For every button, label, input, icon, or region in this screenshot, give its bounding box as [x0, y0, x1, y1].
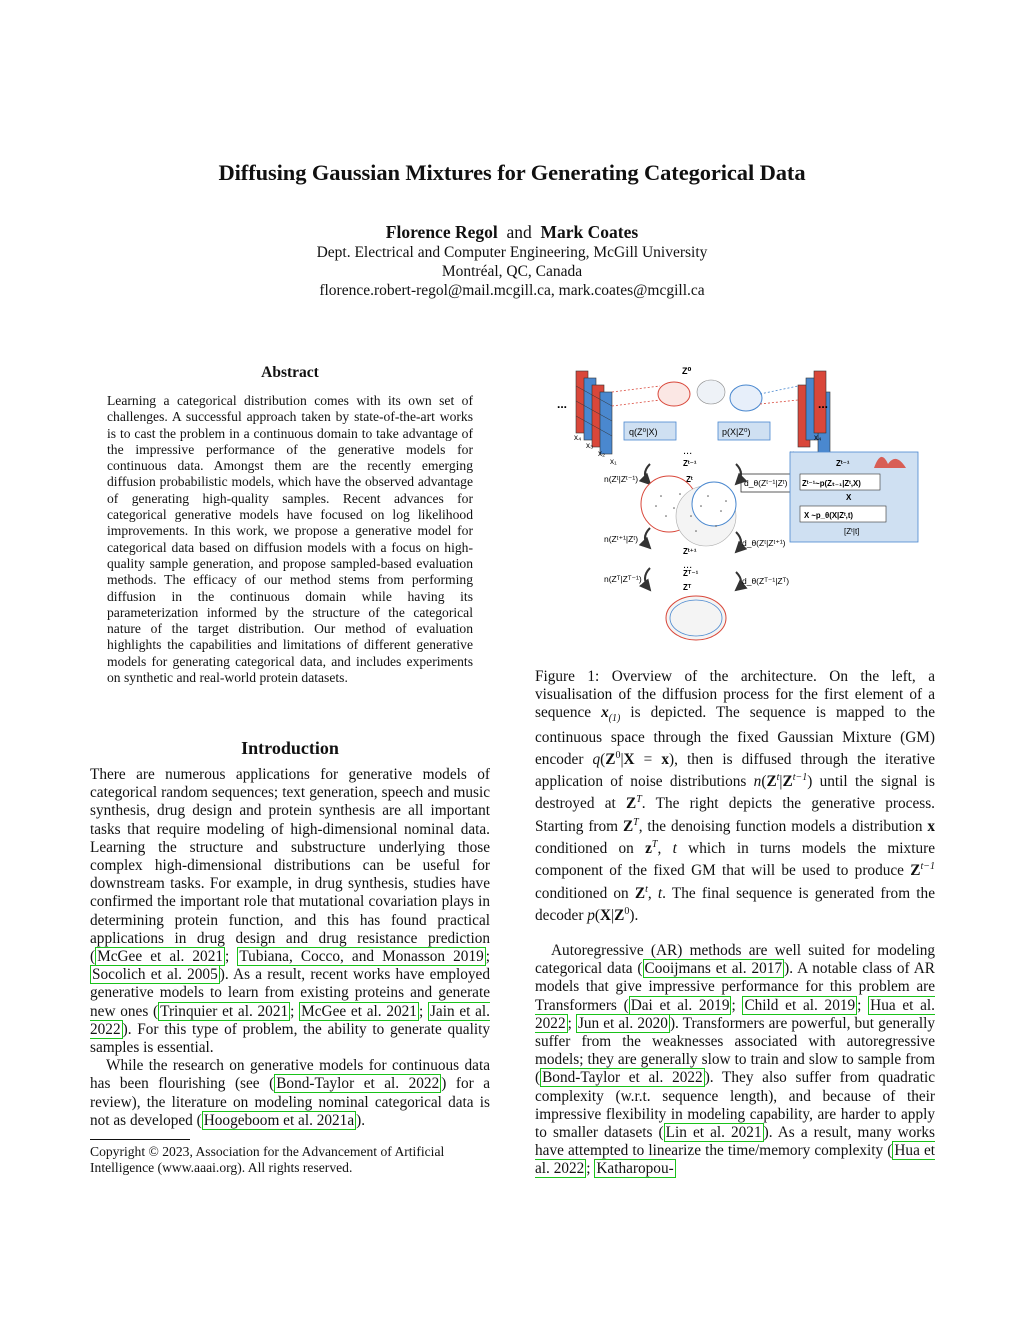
caption-text: . The right depicts the generative process. Starting from [535, 795, 935, 835]
citation-link[interactable]: Dai et al. 2019 [630, 996, 730, 1014]
noise-cloud-blue [692, 482, 736, 526]
x4-label-right: x₄ [814, 433, 822, 442]
author-1: Florence Regol [385, 222, 498, 242]
affiliation: Dept. Electrical and Computer Engineering, McGill University [316, 244, 708, 261]
denoise-label-3: d_θ(Zᵀ⁻¹|Zᵀ) [742, 576, 790, 586]
caption-text: which in turns models the mixture component of the fixed GM that will be used to produce [535, 840, 935, 880]
gm-component [697, 380, 725, 404]
citation-link[interactable]: McGee et al. 2021 [301, 1002, 417, 1020]
denoise-label-2: d_θ(Zᵗ|Zᵗ⁺¹) [742, 538, 786, 548]
intro-body [90, 766, 490, 1130]
location: Montréal, QC, Canada [441, 263, 583, 280]
body-text: ). As a result, many works have attempted to linearize the time/memory complexity ( [535, 1124, 935, 1160]
x2-label: x₂ [598, 449, 606, 458]
x-label: X [846, 493, 852, 502]
dots-lower: ... [683, 559, 693, 571]
caption-text: . [634, 907, 639, 925]
final-noise-cloud [666, 596, 726, 640]
intro-paragraph-2 [90, 1057, 490, 1130]
intro-text: ). [356, 1111, 366, 1129]
citation-link[interactable]: Trinquier et al. 2021 [160, 1002, 289, 1020]
paper-title: Diffusing Gaussian Mixtures for Generating Categorical Data [218, 160, 806, 185]
citation-link[interactable]: Bond-Taylor et al. 2022 [276, 1075, 440, 1093]
citation-link[interactable]: Hoogeboom et al. 2021a [203, 1111, 355, 1129]
body-text: ). A notable class of AR models that give impressive performance for this problem are Transformers ( [535, 960, 935, 1014]
copyright-footnote: Copyright © 2023, Association for the Advancement of Artificial Intelligence (www.aaai.org). All rights reserved. [90, 1144, 445, 1176]
citation-link[interactable]: Hua et al. 2022 [535, 1142, 935, 1178]
noise-label-2: n(Zᵗ⁺¹|Zᵗ) [604, 534, 639, 544]
caption-text: until the signal is destroyed at [535, 773, 935, 813]
categorical-sample-label: X ~p_θ(X|Zᵗ,t) [804, 511, 854, 520]
model-input-label: [Zᵗ|t] [844, 527, 860, 536]
math-noise: n [753, 773, 762, 791]
sep: ; [485, 948, 490, 966]
zT-1-label: Zᵀ⁻¹ [683, 569, 699, 578]
gm-component-blue [730, 385, 762, 411]
decoder-label: p(X|Z⁰) [722, 427, 751, 437]
noise-label-3: n(Zᵀ|Zᵀ⁻¹) [604, 574, 642, 584]
abstract-text: Learning a categorical distribution comes with its own set of challenges. A successful approach taken by state-of-the-art works is to cast the problem in a continuous domain to take advantage of the impressive performance of the generative models for continuous data. Amongst them are the recently emerging diffusion probabilistic models, which have the observed advantage of generating high-quality samples. Recent advances for categorical generative models have focused on log likelihood improvements. In this work, we propose a generative model for categorical data based on diffusion models with a focus on high-quality sample generation, and propose sampled-based evaluation methods. The efficacy of our method stems from performing diffusion in the continuous domain while having its parameterization informed by the structure of the categorical nature of the target distribution. Our method of evaluation highlights the capabilities and limitations of different generative models for generating categorical data, and includes experiments on synthetic and real-world protein datasets. [107, 393, 473, 686]
author-and: and [506, 222, 532, 242]
sep: ; [567, 1014, 576, 1032]
sep: ; [586, 1160, 595, 1178]
citation-link[interactable]: Child et al. 2019 [744, 996, 856, 1014]
caption-text: . The final sequence is generated from the decoder [535, 884, 935, 925]
intro-text: ) for a review), the literature on modeling nominal categorical data is not as developed ( [90, 1075, 490, 1129]
sep: ; [731, 996, 743, 1014]
intro-paragraph-1 [90, 766, 490, 1057]
mixture-sample-label: Zᵗ⁻¹~p(Zₜ₋₁|Zᵗ,X) [802, 479, 861, 488]
model-output-label: Zᵗ⁻¹ [836, 459, 850, 468]
dots-right: ... [818, 397, 829, 411]
caption-text: Figure 1: Overview of the architecture. On the left, a visualisation of the diffusion process for the first element of a sequence [535, 668, 935, 722]
sep: ; [857, 996, 869, 1014]
right-column-body [535, 942, 935, 1179]
citation-link[interactable]: Jun et al. 2020 [577, 1014, 668, 1032]
zt-label: Zᵗ [686, 475, 693, 484]
dots-mid: ... [683, 445, 693, 457]
abstract-heading: Abstract [261, 364, 319, 381]
caption-text: , the denoising function models a distribution [638, 817, 928, 835]
x1-label: x₁ [610, 457, 617, 466]
citation-link[interactable]: Hua et al. 2022 [535, 996, 935, 1032]
author-2: Mark Coates [540, 222, 639, 242]
caption-text: , then is diffused through the iterative application of noise distributions [535, 750, 936, 791]
encoder-label: q(Z⁰|X) [629, 427, 658, 437]
intro-text: While the research on generative models for continuous data has been flourishing (see ( [90, 1057, 490, 1093]
architecture-figure [556, 356, 928, 656]
intro-text: There are numerous applications for generative models of categorical random sequences; text generation, speech and music synthesis, drug design and protein synthesis are all important tasks that require modeling of high-dimensional nominal data. Learning the structure and substructure underlying those complex high-dimensional distributions can be useful for downstream tasks. For example, in drug synthesis, studies have confirmed the important role that mutational covariation plays in determining protein function, and this has found practical applications in drug design and drug resistance prediction ( [90, 766, 490, 966]
sep: ; [225, 948, 238, 966]
citation-link[interactable]: Lin et al. 2021 [665, 1124, 762, 1142]
zt+1-label: Zᵗ⁺¹ [683, 547, 697, 556]
gm-component-red [658, 382, 690, 406]
caption-text: conditioned on [535, 840, 646, 858]
denoise-label-1: d_θ(Zᵗ⁻¹|Zᵗ) [744, 478, 788, 488]
body-text: ). They also suffer from quadratic complexity (w.r.t. sequence length), and because of their impressive flexibility in modeling capability, are harder to apply to smaller datasets ( [535, 1069, 935, 1142]
citation-link[interactable]: Tubiana, Cocco, and Monasson 2019 [239, 948, 484, 966]
body-text: Autoregressive (AR) methods are well suited for modeling categorical data ( [535, 942, 935, 978]
author-line [0, 222, 1024, 243]
x4-label: x₄ [574, 433, 582, 442]
architecture-diagram [556, 356, 928, 656]
intro-text: ). For this type of problem, the ability to generate quality samples is essential. [90, 1020, 490, 1057]
sep: ; [290, 1002, 300, 1020]
x3-label: x₃ [586, 441, 594, 450]
intro-text: ). As a result, recent works have employed generative models to learn from existing proteins and generate new ones ( [90, 966, 490, 1020]
footnote-rule [90, 1139, 190, 1140]
dots-left: ... [557, 397, 568, 411]
zT-label: Zᵀ [683, 583, 692, 592]
emails: florence.robert-regol@mail.mcgill.ca, mark.coates@mcgill.ca [319, 282, 705, 299]
caption-text: conditioned on [535, 884, 635, 902]
right-paragraph-1 [535, 942, 935, 1179]
citation-link[interactable]: Katharopou- [596, 1160, 674, 1178]
citation-link[interactable]: Jain et al. 2022 [90, 1002, 491, 1038]
citation-link[interactable]: Bond-Taylor et al. 2022 [542, 1069, 703, 1087]
noise-label-1: n(Zᵗ|Zᵗ⁻¹) [604, 474, 639, 484]
body-text: ). Transformers are powerful, but generally suffer from the weaknesses associated with autoregressive models; they are generally slow to train and slow to sample from ( [535, 1014, 936, 1087]
introduction-heading: Introduction [241, 738, 339, 758]
sep: ; [418, 1002, 428, 1020]
z0-label: Z⁰ [682, 366, 692, 376]
left-sequence-columns [576, 371, 612, 454]
citation-link[interactable]: McGee et al. 2021 [97, 948, 223, 966]
math-x1: $x_{(1)}$ [601, 704, 621, 725]
citation-link[interactable]: Cooijmans et al. 2017 [644, 960, 783, 978]
caption-text: is depicted. The sequence is mapped to the continuous space through the fixed Gaussian Mixture (GM) encoder [535, 704, 935, 768]
citation-link[interactable]: Socolich et al. 2005 [92, 966, 218, 984]
zt-1-label: Zᵗ⁻¹ [683, 459, 697, 468]
figure-caption: Figure 1: Overview of the architecture. On the left, a visualisation of the diffusion process for the first element of a sequence $x_{(1)}$ is depicted. The sequence is mapped to the continuous space through the fixed Gaussian Mixture (GM) encoder $q(Z^0|X = x)$, then is diffused through the iterative application of noise distributions $n(Z^t|Z^{t-1})$ until the signal is destroyed at $Z^T$. The right depicts the generative process. Starting from $Z^T$, the denoising function models a distribution x conditioned on $z^T$, t which in turns models the mixture component of the fixed GM that will be used to produce $Z^{t-1}$ conditioned on $Z^t$, t. The final sequence is generated from the decoder $p(X|Z^0)$. [535, 668, 936, 925]
math-encoder: q [592, 750, 601, 768]
